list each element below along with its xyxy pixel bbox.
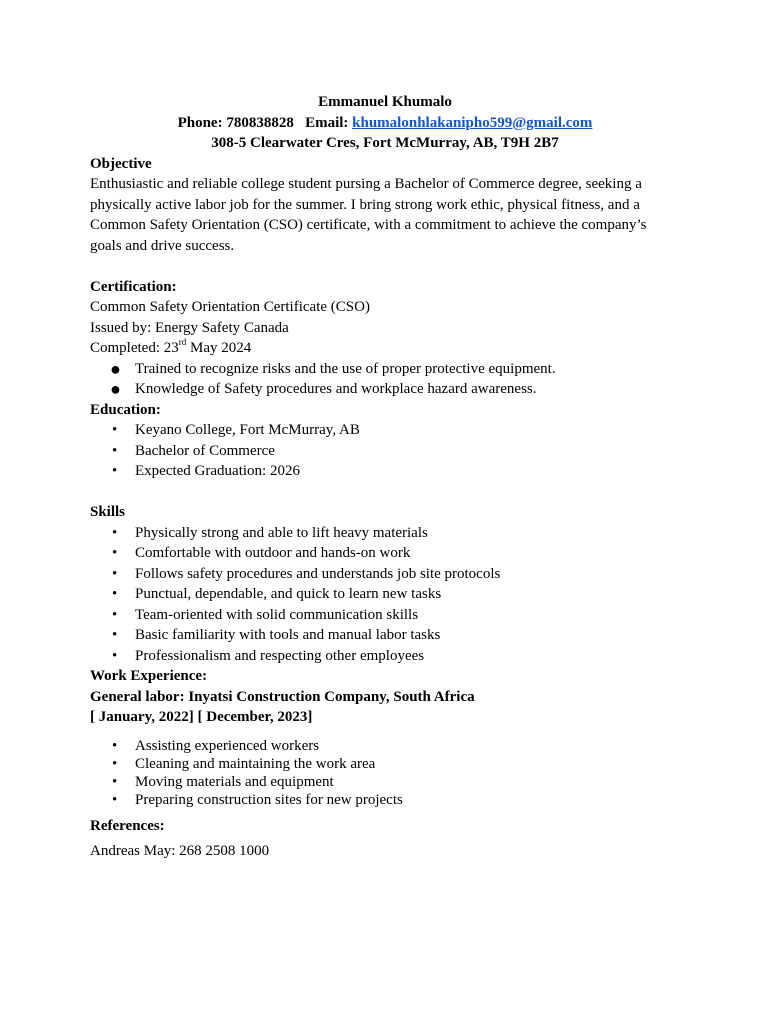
list-item: • Moving materials and equipment	[112, 773, 334, 790]
bullet-icon: •	[112, 755, 118, 772]
list-item: • Bachelor of Commerce	[90, 441, 680, 462]
reference-entry: Andreas May: 268 2508 1000	[90, 843, 270, 859]
list-item: • Professionalism and respecting other employees	[90, 646, 680, 667]
bullet-icon: •	[112, 737, 118, 754]
skills-heading: Skills	[90, 504, 126, 520]
bullet-icon: •	[112, 773, 118, 790]
objective-text: Enthusiastic and reliable college student pursing a Bachelor of Commerce degree, seeking a physically active labor job for the summer. I bring strong work ethic, physical fitness, and a Common Safety Orientation (CSO) certificate, with a commitment to achieve the company’s goals and drive success.	[90, 176, 647, 254]
list-item: • Punctual, dependable, and quick to learn new tasks	[90, 584, 680, 605]
list-item: • Keyano College, Fort McMurray, AB	[90, 420, 680, 441]
list-item: ● Knowledge of Safety procedures and workplace hazard awareness.	[110, 379, 537, 399]
list-item: • Basic familiarity with tools and manual labor tasks	[90, 625, 680, 646]
certification-name: Common Safety Orientation Certificate (CSO)	[90, 299, 370, 315]
email-link[interactable]: khumalonhlakanipho599@gmail.com	[352, 114, 593, 131]
email-label: Email:	[305, 114, 349, 131]
resume-page	[90, 92, 680, 862]
bullet-icon: •	[112, 524, 118, 541]
education-heading: Education:	[90, 401, 161, 418]
list-item: • Comfortable with outdoor and hands-on work	[90, 543, 680, 564]
certification-list	[90, 359, 680, 400]
bullet-icon: •	[112, 791, 118, 808]
list-item: • Team-oriented with solid communication skills	[90, 605, 680, 626]
bullet-icon: •	[112, 586, 118, 602]
completed-suffix: May 2024	[186, 340, 252, 356]
list-item: • Preparing construction sites for new projects	[112, 791, 403, 808]
bullet-icon: •	[112, 565, 118, 582]
work-role: General labor: Inyatsi Construction Company, South Africa	[90, 688, 475, 705]
list-item: ● Trained to recognize risks and the use of proper protective equipment.	[110, 358, 556, 379]
education-list	[90, 420, 680, 482]
bullet-icon: •	[112, 606, 118, 623]
certification-issuer: Issued by: Energy Safety Canada	[90, 319, 289, 336]
phone-label: Phone:	[177, 114, 223, 131]
candidate-name: Emmanuel Khumalo	[318, 94, 452, 110]
skills-list	[90, 523, 680, 667]
work-dates: [ January, 2022] [ December, 2023]	[90, 709, 313, 725]
bullet-icon: •	[112, 545, 118, 561]
bullet-icon: •	[112, 647, 118, 664]
contact-line	[90, 113, 680, 134]
completed-ordinal: rd	[178, 337, 187, 347]
bullet-icon: ●	[110, 358, 121, 379]
bullet-icon: •	[112, 627, 118, 643]
work-heading: Work Experience:	[90, 668, 208, 684]
bullet-icon: •	[112, 422, 118, 438]
bullet-icon: •	[112, 442, 118, 459]
references-heading: References:	[90, 817, 165, 834]
list-item: • Cleaning and maintaining the work area	[112, 755, 376, 772]
phone-number: 780838828	[226, 114, 294, 131]
address-line: 308-5 Clearwater Cres, Fort McMurray, AB, T9H 2B7	[211, 135, 559, 151]
list-item: • Assisting experienced workers	[112, 737, 320, 754]
bullet-icon: ●	[110, 379, 121, 399]
certification-completed	[90, 338, 680, 359]
bullet-icon: •	[112, 463, 118, 479]
certification-heading: Certification:	[90, 278, 177, 295]
work-list	[90, 737, 680, 809]
list-item: • Expected Graduation: 2026	[90, 461, 680, 482]
objective-heading: Objective	[90, 155, 152, 172]
list-item: • Follows safety procedures and understands job site protocols	[90, 564, 680, 585]
completed-prefix: Completed: 23	[90, 340, 179, 356]
list-item: • Physically strong and able to lift heavy materials	[90, 523, 680, 544]
